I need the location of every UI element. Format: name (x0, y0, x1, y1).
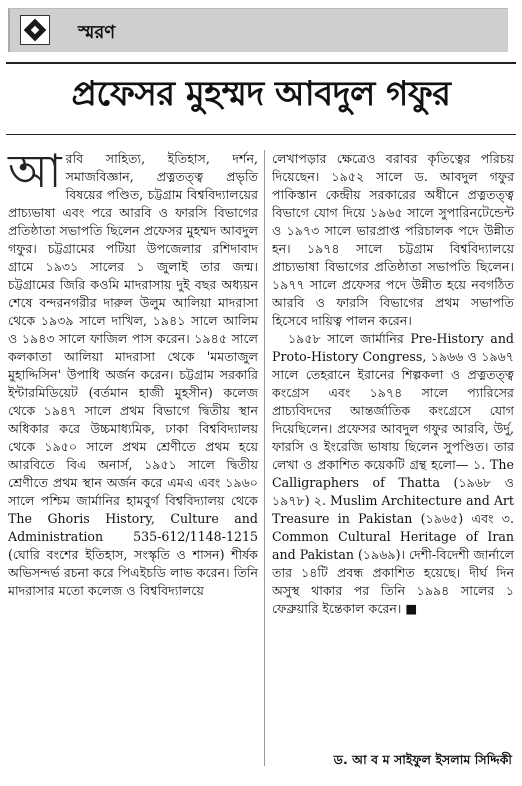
article-column-right (272, 150, 514, 618)
section-label: স্মরণ (78, 22, 116, 43)
article-paragraph-2: লেখাপড়ার ক্ষেত্রেও বরাবর কৃতিত্বের পরিচয় দিয়েছেন। ১৯৫২ সালে ড. আবদুল গফুর পাকিস্তান কেন্দ্রীয় সরকারের অধীনে প্রত্নতত্ত্ব বিভাগে যোগ দিয়ে ১৯৬৫ সালে সুপারিনটেন্ডেন্ট ও ১৯৭৩ সালে ভারপ্রাপ্ত পরিচালক পদে উন্নীত হন। ১৯৭৪ সালে চট্টগ্রাম বিশ্ববিদ্যালয়ে প্রাচ্যভাষা বিভাগের প্রতিষ্ঠাতা সভাপতি ছিলেন। ১৯৭৭ সালে প্রফেসর পদে উন্নীত হয়ে নবগঠিত আরবি ও ফারসি বিভাগের প্রথম সভাপতি হিসেবে দায়িত্ব পালন করেন। (272, 151, 514, 328)
headline-rule (6, 134, 516, 135)
header-rule (6, 62, 516, 64)
drop-cap: আ (8, 144, 62, 198)
article-headline: প্রফেসর মুহম্মদ আবদুল গফুর (71, 74, 451, 114)
article-column-left (8, 144, 258, 600)
column-divider (264, 150, 265, 766)
article-paragraph-1: রবি সাহিত্য, ইতিহাস, দর্শন, সমাজবিজ্ঞান, প্রত্নতত্ত্ব প্রভৃতি বিষয়ের পণ্ডিত, চট্টগ্রাম বিশ্ববিদ্যালয়ের প্রাচ্যভাষা এবং পরে আরবি ও ফারসি বিভাগের প্রতিষ্ঠাতা সভাপতি ছিলেন প্রফেসর মুহম্মদ আবদুল গফুর। চট্টগ্রামের পটিয়া উপজেলার রশিদাবাদ গ্রামে ১৯৩১ সালের ১ জুলাই তার জন্ম। চট্টগ্রামের জিরি কওমি মাদরাসায় দুই বছর অধ্যয়ন শেষে বন্দরনগরীর দারুল উলুম আলিয়া মাদরাসা থেকে ১৯৩৯ সালে দাখিল, ১৯৪১ সালে আলিম ও ১৯৪৩ সালে ফাজিল পাস করেন। ১৯৪৫ সালে কলকাতা আলিয়া মাদরাসা থেকে 'মমতাজুল মুহাদ্দিসিন' উপাধি অর্জন করেন। চট্টগ্রাম সরকারি ইন্টারমিডিয়েট (বর্তমান হাজী মুহসীন) কলেজ থেকে ১৯৪৭ সালে প্রথম বিভাগে দ্বিতীয় স্থান অধিকার করে উচ্চমাধ্যমিক, ঢাকা বিশ্ববিদ্যালয় থেকে ১৯৫০ সালে প্রথম শ্রেণীতে প্রথম হয়ে আরবিতে বিএ অনার্স, ১৯৫১ সালে দ্বিতীয় শ্রেণীতে প্রথম স্থান অর্জন করে এমএ এবং ১৯৬০ সালে পশ্চিম জার্মানির হামবুর্গ বিশ্ববিদ্যালয় থেকে The Ghoris History, Culture and Administration 535-612/1148-1215 (ঘোরি বংশের ইতিহাস, সংস্কৃতি ও শাসন) শীর্ষক অভিসন্দর্ভ রচনা করে পিএইচডি লাভ করেন। তিনি মাদরাসার মতো কলেজ ও বিশ্ববিদ্যালয়ে (8, 151, 258, 598)
diamond-logo-icon (20, 15, 50, 45)
section-header-bar (8, 8, 508, 52)
author-byline: ড. আ ব ম সাইফুল ইসলাম সিদ্দিকী (333, 752, 512, 767)
article-paragraph-3: ১৯৫৮ সালে জার্মানির Pre-History and Proto-History Congress, ১৯৬৬ ও ১৯৬৭ সালে তেহরানে ইরানের শিল্পকলা ও প্রত্নতত্ত্ব কংগ্রেস এবং ১৯৭৪ সালে প্যারিসের প্রাচ্যবিদদের আন্তর্জাতিক কংগ্রেসে যোগ দিয়েছিলেন। প্রফেসর আবদুল গফুর আরবি, উর্দু, ফারসি ও ইংরেজি ভাষায় ছিলেন সুপণ্ডিত। তার লেখা ও প্রকাশিত কয়েকটি গ্রন্থ হলো— ১. The Calligraphers of Thatta (১৯৬৮ ও ১৯৭৮) ২. Muslim Architecture and Art Treasure in Pakistan (১৯৬৫) এবং ৩. Common Cultural Heritage of Iran and Pakistan (১৯৬৯)। দেশী-বিদেশী জার্নালে তার ১৪টি প্রবন্ধ প্রকাশিত হয়েছে। দীর্ঘ দিন অসুস্থ থাকার পর তিনি ১৯৯৪ সালের ১ ফেব্রুয়ারি ইন্তেকাল করেন। ■ (272, 331, 514, 616)
